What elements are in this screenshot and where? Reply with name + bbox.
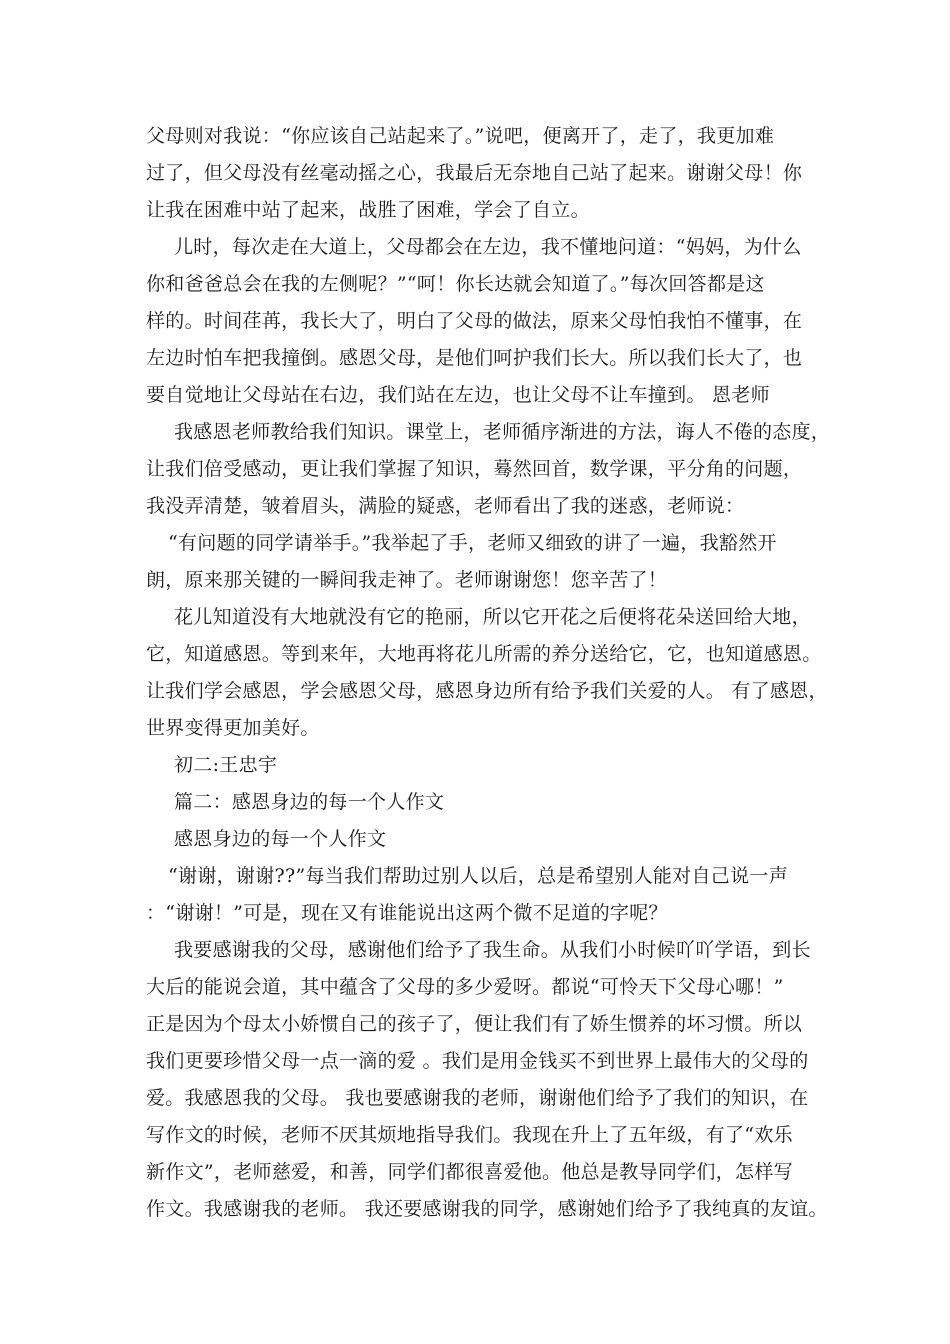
text-line: 我没弄清楚，皱着眉头，满脸的疑惑，老师看出了我的迷惑，老师说： (146, 495, 745, 517)
text-line: 花儿知道没有大地就没有它的艳丽，所以它开花之后便将花朵送回给大地， (174, 606, 811, 628)
text-line: 我要感谢我的父母，感谢他们给予了我生命。从我们小时候吖吖学语，到长 (174, 939, 811, 961)
text-line: 朗，原来那关键的一瞬间我走神了。老师谢谢您！您辛苦了！ (146, 569, 668, 591)
text-line: 父母则对我说：“你应该自己站起来了。”说吧，便离开了，走了，我更加难 (146, 125, 775, 147)
text-line: ：“谢谢！”可是，现在又有谁能说出这两个微不足道的字呢？ (146, 902, 668, 924)
text-line: 世界变得更加美好。 (146, 717, 320, 739)
text-line: 它，知道感恩。等到来年，大地再将花儿所需的养分送给它，它，也知道感恩。 (146, 643, 822, 665)
text-line: “谢谢，谢谢??”每当我们帮助过别人以后，总是希望别人能对自己说一声 (168, 865, 789, 887)
text-line: 要自觉地让父母站在右边，我们站在左边，也让父母不让车撞到。 恩老师 (146, 384, 770, 406)
author-line: 初二:王忠宇 (174, 754, 278, 776)
text-line: 过了，但父母没有丝毫动摇之心，我最后无奈地自己站了起来。谢谢父母！你 (146, 162, 803, 184)
text-line: 让我们学会感恩，学会感恩父母，感恩身边所有给予我们关爱的人。 有了感恩， (146, 680, 828, 702)
text-line: 左边时怕车把我撞倒。感恩父母，是他们呵护我们长大。所以我们长大了，也 (146, 347, 803, 369)
text-line: 你和爸爸总会在我的左侧呢？”“呵！你长达就会知道了。”每次回答都是这 (146, 273, 765, 295)
essay-title: 感恩身边的每一个人作文 (174, 828, 387, 850)
text-line: 样的。时间荏苒，我长大了，明白了父母的做法，原来父母怕我怕不懂事，在 (146, 310, 803, 332)
text-line: 新作文”，老师慈爱，和善，同学们都很喜爱他。他总是教导同学们，怎样写 (146, 1161, 793, 1183)
text-line: 正是因为个母太小娇惯自己的孩子了，便让我们有了娇生惯养的坏习惯。所以 (146, 1013, 803, 1035)
text-line: 作文。我感谢我的老师。 我还要感谢我的同学，感谢她们给予了我纯真的友谊。 (146, 1198, 828, 1220)
text-line: 我感恩老师教给我们知识。课堂上，老师循序渐进的方法，诲人不倦的态度， (174, 421, 831, 443)
text-line: 让我们倍受感动，更让我们掌握了知识，蓦然回首，数学课，平分角的问题， (146, 458, 803, 480)
text-line: 我们更要珍惜父母一点一滴的爱 。我们是用金钱买不到世界上最伟大的父母的 (146, 1050, 809, 1072)
text-line: 爱。我感恩我的父母。 我也要感谢我的老师，谢谢他们给予了我们的知识，在 (146, 1087, 809, 1109)
section-heading: 篇二：感恩身边的每一个人作文 (174, 791, 445, 813)
text-line: 让我在困难中站了起来，战胜了困难，学会了自立。 (146, 199, 590, 221)
text-line: 写作文的时候，老师不厌其烦地指导我们。我现在升上了五年级，有了“欢乐 (146, 1124, 793, 1146)
text-line: “有问题的同学请举手。”我举起了手，老师又细致的讲了一遍，我豁然开 (168, 532, 777, 554)
text-line: 大后的能说会道，其中蕴含了父母的多少爱呀。都说“可怜天下父母心哪！” (146, 976, 784, 998)
text-line: 儿时，每次走在大道上，父母都会在左边，我不懂地问道：“妈妈，为什么 (174, 236, 802, 258)
